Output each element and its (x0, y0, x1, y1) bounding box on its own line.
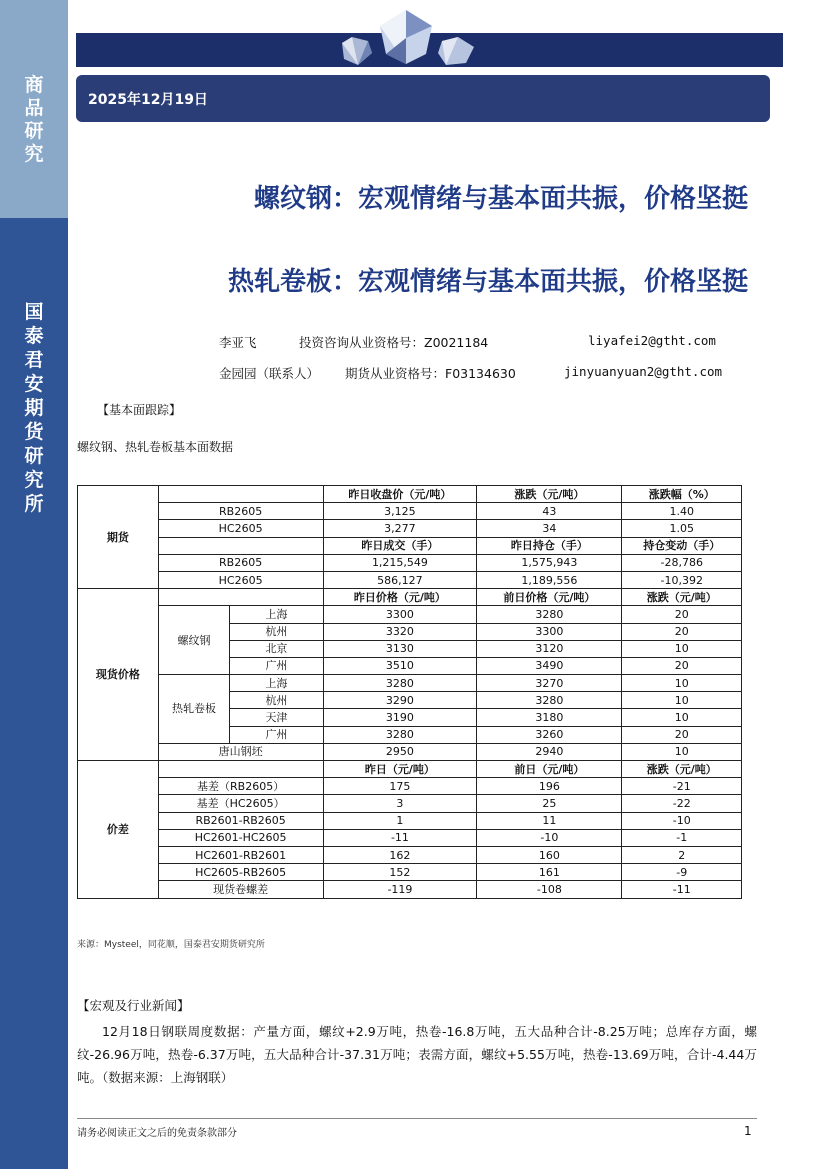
date-banner (76, 75, 770, 122)
diamond-icon (338, 35, 374, 67)
column-header: 涨跌（元/吨） (477, 486, 622, 503)
column-header: 昨日收盘价（元/吨） (323, 486, 477, 503)
table-row (78, 881, 742, 898)
table-cell: 3,125 (323, 503, 477, 520)
footer-divider (77, 1118, 757, 1119)
table-cell: 3300 (323, 606, 477, 623)
table-cell: -10 (477, 829, 622, 846)
table-cell: 3280 (323, 726, 477, 743)
sidebar-company-char: 研 (24, 445, 44, 467)
city-label: 上海 (230, 675, 323, 692)
author1-name: 李亚飞 (219, 335, 257, 350)
table-row (78, 778, 742, 795)
table-cell: 20 (622, 623, 742, 640)
title-hrc: 热轧卷板：宏观情绪与基本面共振，价格坚挺 (227, 267, 748, 297)
table-row (78, 812, 742, 829)
table-cell: 3290 (323, 692, 477, 709)
table-cell: -1 (622, 829, 742, 846)
table-cell: 2940 (477, 743, 622, 760)
row-label: RB2601-RB2605 (158, 812, 323, 829)
column-header: 前日价格（元/吨） (477, 589, 622, 606)
table-cell: -11 (323, 829, 477, 846)
sidebar-company-char: 货 (24, 421, 44, 443)
author2-qual: 期货从业资格号：F03134630 (345, 366, 516, 381)
table-cell: 10 (622, 743, 742, 760)
table-cell: 1 (323, 812, 477, 829)
sidebar-company (0, 300, 68, 516)
table-cell: -119 (323, 881, 477, 898)
table-row (78, 846, 742, 863)
table-row (78, 503, 742, 520)
sidebar-company-char: 国 (24, 301, 44, 323)
column-header: 昨日成交（手） (323, 537, 477, 554)
table-cell: 3280 (477, 606, 622, 623)
column-header: 涨跌（元/吨） (622, 589, 742, 606)
table-row (78, 675, 742, 692)
column-header: 昨日持仓（手） (477, 537, 622, 554)
table-row (78, 795, 742, 812)
sidebar-company-char: 期 (24, 397, 44, 419)
table-cell: 20 (622, 606, 742, 623)
header-banner (76, 33, 783, 67)
table-cell: 3300 (477, 623, 622, 640)
table-row (78, 554, 742, 571)
group-label-spread: 价差 (78, 761, 159, 899)
table-row (78, 743, 742, 760)
table-row (78, 486, 742, 503)
sidebar-category (0, 74, 68, 166)
table-cell: -10,392 (622, 571, 742, 588)
table-row (78, 829, 742, 846)
table-cell: 3,277 (323, 520, 477, 537)
row-label: HC2601-RB2601 (158, 846, 323, 863)
city-label: 广州 (230, 657, 323, 674)
sidebar-category-char: 品 (24, 97, 44, 119)
table-cell: 1.40 (622, 503, 742, 520)
table-cell (158, 486, 323, 503)
report-date: 2025年12月19日 (88, 92, 208, 108)
sidebar-company-char: 泰 (24, 325, 44, 347)
sidebar-company-char: 所 (24, 493, 44, 515)
row-label: 唐山钢坯 (158, 743, 323, 760)
row-label: 现货卷螺差 (158, 881, 323, 898)
sidebar-company-char: 安 (24, 373, 44, 395)
row-label: HC2605 (158, 571, 323, 588)
city-label: 杭州 (230, 623, 323, 640)
footer-disclaimer: 请务必阅读正文之后的免责条款部分 (77, 1128, 237, 1139)
column-header: 持仓变动（手） (622, 537, 742, 554)
page-number: 1 (744, 1124, 752, 1138)
table-cell: 152 (323, 864, 477, 881)
row-label: RB2605 (158, 554, 323, 571)
column-header: 涨跌幅（%） (622, 486, 742, 503)
table-cell: 1,215,549 (323, 554, 477, 571)
table-row (78, 589, 742, 606)
table-cell: 20 (622, 726, 742, 743)
title-rebar: 螺纹钢：宏观情绪与基本面共振，价格坚挺 (253, 184, 748, 214)
table-cell: 10 (622, 675, 742, 692)
table-cell: -10 (622, 812, 742, 829)
table-cell: 43 (477, 503, 622, 520)
author2-name: 金园园（联系人） (219, 366, 320, 381)
sidebar-company-char: 君 (24, 349, 44, 371)
row-label: HC2601-HC2605 (158, 829, 323, 846)
table-cell: 3510 (323, 657, 477, 674)
table-cell: 3 (323, 795, 477, 812)
table-cell: 1.05 (622, 520, 742, 537)
table-cell: 175 (323, 778, 477, 795)
subgroup-hrc: 热轧卷板 (158, 675, 230, 744)
sidebar-category-char: 究 (24, 143, 44, 165)
table-cell: 3130 (323, 640, 477, 657)
author2-email[interactable]: jinyuanyuan2@gtht.com (564, 364, 723, 379)
table-row (78, 761, 742, 778)
table-cell: 3320 (323, 623, 477, 640)
table-cell: 1,575,943 (477, 554, 622, 571)
table-cell: 3260 (477, 726, 622, 743)
table-cell: 160 (477, 846, 622, 863)
row-label: 基差（RB2605） (158, 778, 323, 795)
table-cell: 10 (622, 709, 742, 726)
city-label: 天津 (230, 709, 323, 726)
table-cell: 3190 (323, 709, 477, 726)
column-header: 昨日价格（元/吨） (323, 589, 477, 606)
table-cell: 25 (477, 795, 622, 812)
row-label: 基差（HC2605） (158, 795, 323, 812)
table-cell: 196 (477, 778, 622, 795)
fundamentals-table (77, 485, 742, 899)
city-label: 杭州 (230, 692, 323, 709)
table-row (78, 520, 742, 537)
table-cell: 586,127 (323, 571, 477, 588)
table-cell: 3280 (323, 675, 477, 692)
table-cell: 162 (323, 846, 477, 863)
source-note: 来源：Mysteel，同花顺，国泰君安期货研究所 (77, 940, 265, 950)
table-cell: 10 (622, 692, 742, 709)
row-label: HC2605 (158, 520, 323, 537)
city-label: 上海 (230, 606, 323, 623)
author1-qual: 投资咨询从业资格号：Z0021184 (299, 335, 489, 350)
section-fundamentals: 【基本面跟踪】 (97, 403, 182, 417)
table-cell (158, 537, 323, 554)
table-cell: 34 (477, 520, 622, 537)
table-row (78, 864, 742, 881)
group-label-spot: 现货价格 (78, 589, 159, 761)
table-cell: 11 (477, 812, 622, 829)
sidebar-category-char: 研 (24, 120, 44, 142)
table-cell: -108 (477, 881, 622, 898)
table-cell: 1,189,556 (477, 571, 622, 588)
table-cell (158, 761, 323, 778)
column-header: 昨日（元/吨） (323, 761, 477, 778)
table-cell: 161 (477, 864, 622, 881)
table-row (78, 606, 742, 623)
table-cell: 10 (622, 640, 742, 657)
author1-email[interactable]: liyafei2@gtht.com (588, 333, 716, 348)
row-label: RB2605 (158, 503, 323, 520)
diamond-icon (436, 35, 476, 67)
sidebar-category-char: 商 (24, 74, 44, 96)
table-cell: 3280 (477, 692, 622, 709)
diamond-icon (376, 8, 436, 66)
sidebar-company-char: 究 (24, 469, 44, 491)
city-label: 北京 (230, 640, 323, 657)
column-header: 涨跌（元/吨） (622, 761, 742, 778)
table-cell: -28,786 (622, 554, 742, 571)
table-cell: 3120 (477, 640, 622, 657)
row-label: HC2605-RB2605 (158, 864, 323, 881)
table-cell (158, 589, 323, 606)
table-cell: -11 (622, 881, 742, 898)
column-header: 前日（元/吨） (477, 761, 622, 778)
table-cell: 3180 (477, 709, 622, 726)
table-cell: 3490 (477, 657, 622, 674)
city-label: 广州 (230, 726, 323, 743)
table-cell: 3270 (477, 675, 622, 692)
subgroup-rebar: 螺纹钢 (158, 606, 230, 675)
table-row (78, 571, 742, 588)
table-cell: -9 (622, 864, 742, 881)
table-cell: 20 (622, 657, 742, 674)
table-row (78, 537, 742, 554)
news-paragraph: 12月18日钢联周度数据：产量方面，螺纹+2.9万吨，热卷-16.8万吨，五大品种合计-8.25万吨；总库存方面，螺纹-26.96万吨，热卷-6.37万吨，五大品种合计-37.31万吨；表需方面，螺纹+5.55万吨，热卷-13.69万吨，合计-4.44万吨。（数据来源：上海钢联） (77, 1024, 757, 1085)
group-label-futures: 期货 (78, 486, 159, 589)
table-cell: -21 (622, 778, 742, 795)
table-cell: 2950 (323, 743, 477, 760)
table-cell: -22 (622, 795, 742, 812)
table-cell: 2 (622, 846, 742, 863)
table-caption: 螺纹钢、热轧卷板基本面数据 (77, 440, 234, 454)
section-news: 【宏观及行业新闻】 (77, 998, 190, 1013)
